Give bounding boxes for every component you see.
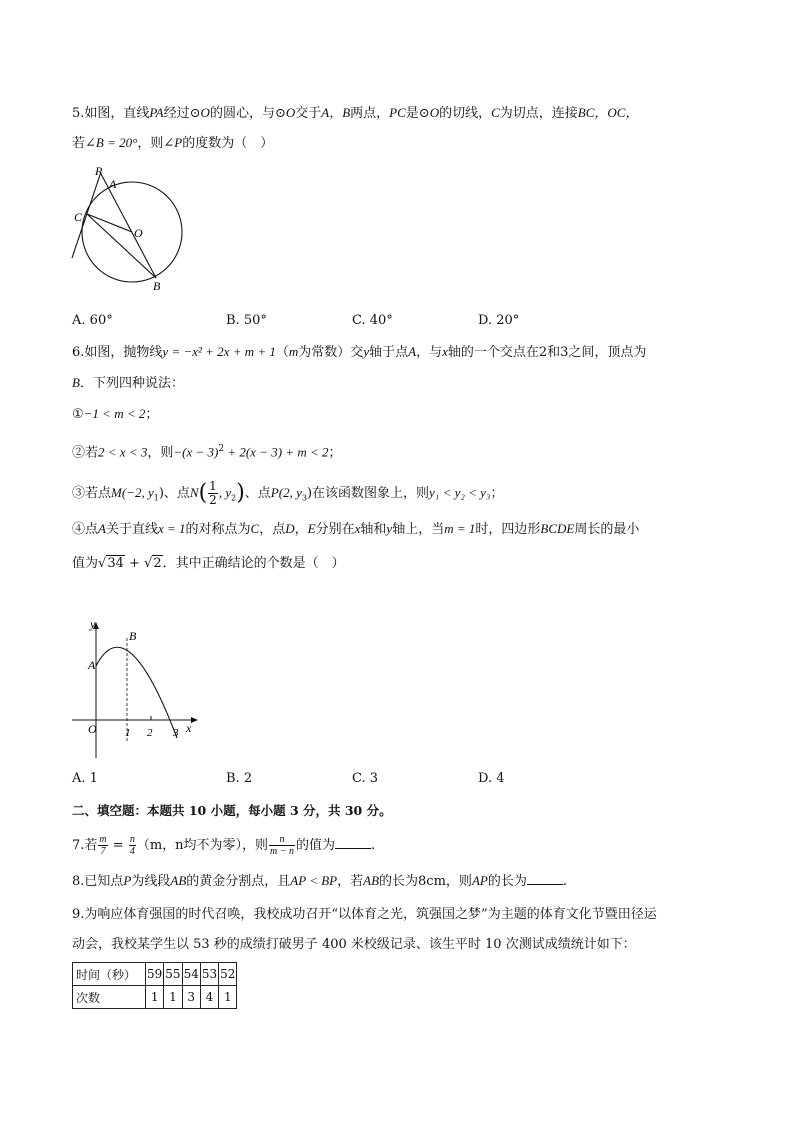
q6-statement-4: ④点A关于直线x = 1的对称点为C，点D，E分别在x轴和y轴上，当m = 1时，四边形BCDE周长的最小 bbox=[72, 521, 640, 537]
label-c: C bbox=[74, 210, 83, 224]
label-b: B bbox=[129, 629, 137, 643]
table-row: 时间（秒） 59 55 54 53 52 bbox=[73, 963, 237, 986]
q9-line1: 9.为响应体育强国的时代召唤，我校成功召开“以体育之光，筑强国之梦”为主题的体育文化节暨田径运 bbox=[72, 907, 657, 922]
q6-option-a[interactable]: A. 1 bbox=[72, 771, 98, 786]
q6-option-d[interactable]: D. 4 bbox=[478, 771, 505, 786]
q8-answer-blank[interactable] bbox=[527, 872, 563, 885]
q9-score-table bbox=[72, 962, 237, 1009]
q6-statement-2: ②若2 < x < 3，则$-(x - 3)^2 + 2(x - 3) + m < 2$； bbox=[72, 444, 342, 461]
q6-line1: 6.如图，抛物线y = −x² + 2x + m + 1（m为常数）交y轴于点A，与x轴的一个交点在2和3之间，顶点为 bbox=[72, 344, 647, 360]
label-a: A bbox=[88, 658, 96, 672]
q6-option-b[interactable]: B. 2 bbox=[226, 771, 253, 786]
q5-option-a[interactable]: A. 60° bbox=[72, 313, 113, 328]
label-b: B bbox=[153, 279, 161, 293]
label-x: x bbox=[186, 721, 192, 735]
section-2-title: 二、填空题：本题共 10 小题，每小题 3 分，共 30 分。 bbox=[72, 803, 392, 818]
label-a: A bbox=[109, 177, 117, 191]
q7-line: 7.若 $\frac{m}{7}$ = $\frac{n}{4}$ （m，n均不为零），则 $\frac{n}{m - n}$ 的值为 . bbox=[72, 834, 376, 857]
q6-statement-1: ①−1 < m < 2； bbox=[72, 406, 159, 422]
q6-line2: B．下列四种说法： bbox=[72, 375, 184, 391]
label-o: O bbox=[134, 226, 143, 240]
q6-statement-3: ③若点M(−2, $y_1$)、点N( $\frac{1}{2}$ , $y_2$)、点P(2, $y_3$)在该函数图象上，则y₁ < y₂ < y₃； bbox=[72, 479, 504, 507]
q6-line-last: 值为√34 + √2．其中正确结论的个数是（ ） bbox=[72, 556, 345, 571]
tick-label-3: 3 bbox=[173, 727, 179, 739]
parabola-curve bbox=[96, 647, 177, 738]
q6-parabola-figure bbox=[66, 612, 206, 760]
q7-answer-blank[interactable] bbox=[335, 836, 371, 849]
q5-circle-figure bbox=[66, 164, 194, 296]
q9-line2: 动会，我校某学生以 53 秒的成绩打破男子 400 米校级记录、该生平时 10 次测试成绩统计如下： bbox=[72, 937, 636, 952]
x-axis-arrow bbox=[191, 717, 198, 723]
label-o: O bbox=[88, 722, 97, 736]
q8-line: 8.已知点P为线段AB的黄金分割点，且AP < BP，若AB的长为8cm，则AP的长为 . bbox=[72, 873, 567, 889]
q6-option-c[interactable]: C. 3 bbox=[352, 771, 379, 786]
segment-co bbox=[87, 214, 132, 232]
q5-line2: 若∠B = 20°，则∠P的度数为（ ） bbox=[72, 135, 274, 151]
tick-label-2: 2 bbox=[147, 727, 153, 739]
q5-line1: 5.如图，直线PA经过⊙O的圆心，与⊙O交于A，B两点，PC是⊙O的切线，C为切点，连接BC，OC， bbox=[72, 105, 639, 121]
label-p: P bbox=[95, 164, 103, 178]
q5-option-c[interactable]: C. 40° bbox=[352, 313, 393, 328]
q5-option-b[interactable]: B. 50° bbox=[226, 313, 267, 328]
label-y: y bbox=[90, 617, 96, 631]
tick-label-1: 1 bbox=[125, 727, 131, 739]
q5-option-d[interactable]: D. 20° bbox=[478, 313, 520, 328]
table-row: 次数 1 1 3 4 1 bbox=[73, 986, 237, 1009]
